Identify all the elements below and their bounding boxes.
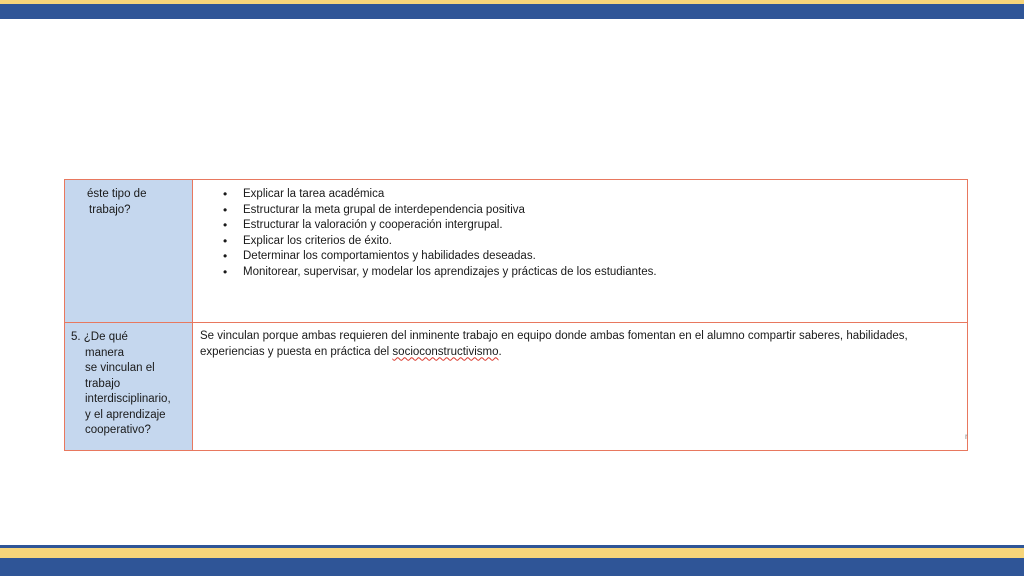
bullet-list xyxy=(193,180,967,280)
table-end-mark: r xyxy=(965,432,968,441)
top-decorative-band xyxy=(0,0,1024,19)
spellcheck-flagged-word: socioconstructivismo xyxy=(392,345,499,358)
content-table xyxy=(64,179,968,451)
bottom-decorative-band xyxy=(0,545,1024,576)
question-line: interdisciplinario, xyxy=(85,393,171,405)
question-line: 5. ¿De qué xyxy=(71,331,128,343)
answer-text: Se vinculan porque ambas requieren del inminente trabajo en equipo donde ambas fomentan en el alumno compartir saberes, habilidades, experiencias y puesta en práctica del xyxy=(200,330,908,358)
list-item: • Estructurar la meta grupal de interdependencia positiva xyxy=(223,203,967,219)
table-row xyxy=(65,323,968,451)
question-line: y el aprendizaje xyxy=(85,408,166,421)
question-cell xyxy=(65,180,193,323)
table-row xyxy=(65,180,968,323)
question-line: trabajo? xyxy=(89,203,131,216)
list-item: • Monitorear, supervisar, y modelar los aprendizajes y prácticas de los estudiantes. xyxy=(223,265,967,281)
question-cell xyxy=(65,323,193,451)
question-line: éste tipo de xyxy=(87,188,147,200)
bottom-blue-stripe xyxy=(0,558,1024,576)
question-line: trabajo xyxy=(85,377,121,390)
list-item: • Estructurar la valoración y cooperación intergrupal. xyxy=(223,218,967,234)
list-item: • Explicar la tarea académica xyxy=(223,187,967,203)
bottom-gold-stripe xyxy=(0,548,1024,558)
answer-cell xyxy=(193,180,968,323)
answer-punctuation: . xyxy=(498,345,502,358)
question-line: se vinculan el xyxy=(85,362,155,374)
question-line: manera xyxy=(85,346,124,359)
list-item: • Determinar los comportamientos y habilidades deseadas. xyxy=(223,249,967,265)
list-item: • Explicar los criterios de éxito. xyxy=(223,234,967,250)
question-line: cooperativo? xyxy=(85,424,151,436)
answer-cell xyxy=(193,323,968,451)
top-blue-stripe xyxy=(0,4,1024,19)
